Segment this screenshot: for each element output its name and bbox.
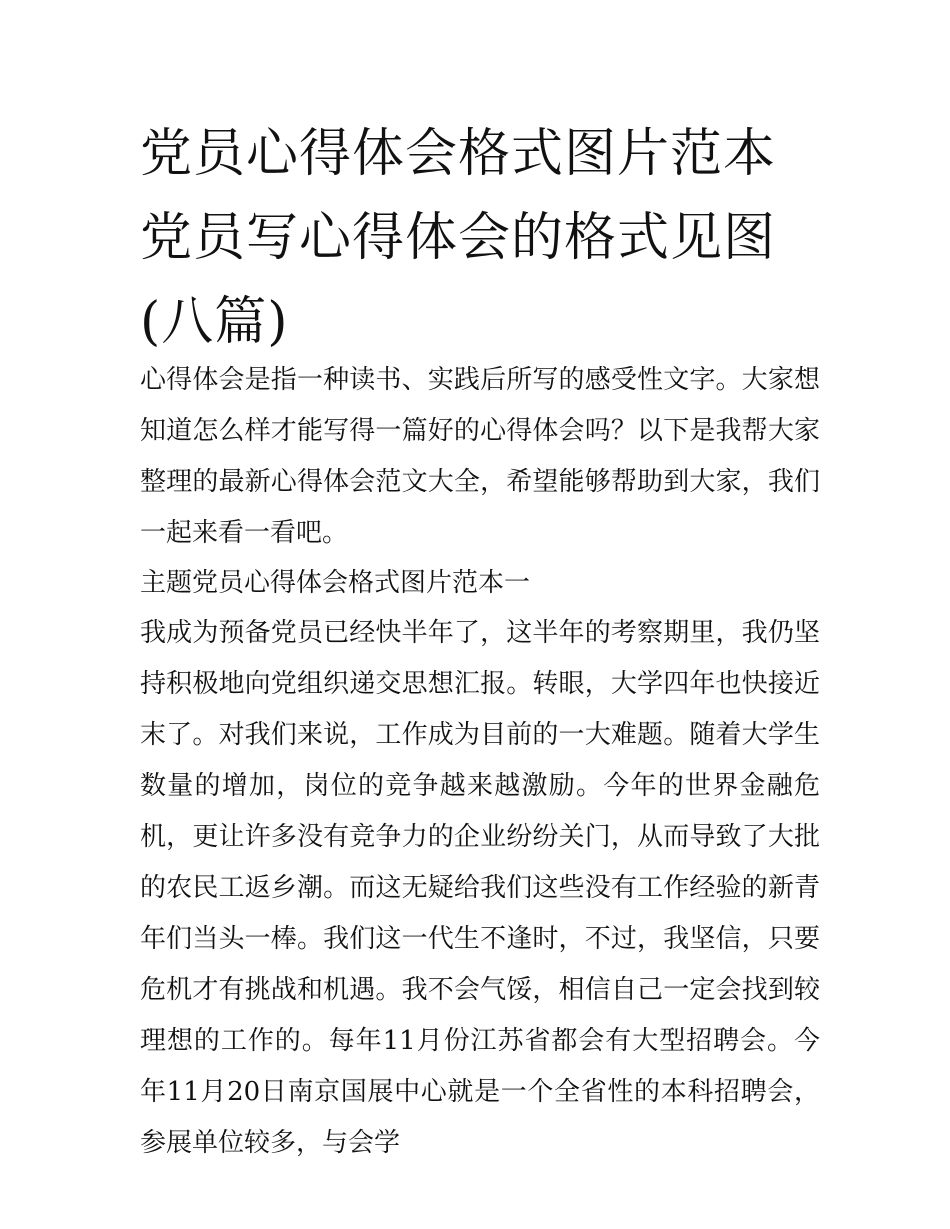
body-paragraph: 我成为预备党员已经快半年了，这半年的考察期里，我仍坚持积极地向党组织递交思想汇报。转眼，大学四年也快接近末了。对我们来说，工作成为目前的一大难题。随着大学生数量的增加，岗位的竞争越来越激励。今年的世界金融危机，更让许多没有竞争力的企业纷纷关门，从而导致了大批的农民工返乡潮。而这无疑给我们这些没有工作经验的新青年们当头一棒。我们这一代生不逢时，不过，我坚信，只要危机才有挑战和机遇。我不会气馁，相信自己一定会找到较理想的工作的。每年11月份江苏省都会有大型招聘会。今年11月20日南京国展中心就是一个全省性的本科招聘会，参展单位较多，与会学 [140, 618, 820, 1158]
document-title: 党员心得体会格式图片范本 党员写心得体会的格式见图(八篇) [140, 124, 777, 352]
intro-paragraph: 心得体会是指一种读书、实践后所写的感受性文字。大家想知道怎么样才能写得一篇好的心得体会吗？以下是我帮大家整理的最新心得体会范文大全，希望能够帮助到大家，我们一起来看一看吧。 [140, 365, 820, 548]
section-heading: 主题党员心得体会格式图片范本一 [140, 568, 531, 598]
